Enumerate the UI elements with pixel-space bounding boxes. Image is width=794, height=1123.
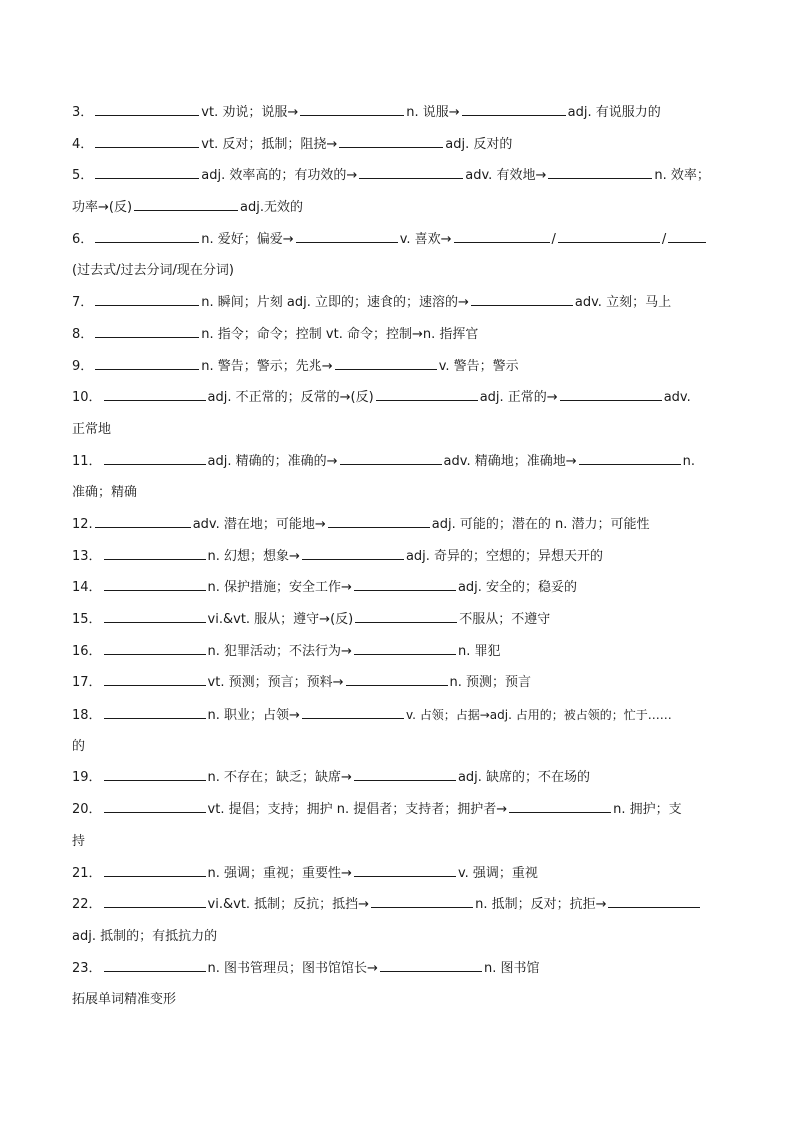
answer-blank[interactable] <box>104 957 206 972</box>
answer-blank[interactable] <box>560 386 662 401</box>
item-text: n. 说服→ <box>406 105 460 120</box>
exercise-line-11-cont <box>72 479 722 511</box>
item-text: 的 <box>72 738 86 754</box>
answer-blank[interactable] <box>339 133 443 148</box>
exercise-line-18 <box>72 701 722 733</box>
answer-blank[interactable] <box>579 450 681 465</box>
answer-blank[interactable] <box>668 228 706 243</box>
section-heading <box>72 986 722 1018</box>
item-number: 15． <box>72 612 102 627</box>
answer-blank[interactable] <box>371 893 473 908</box>
item-text: 正常地 <box>72 421 112 437</box>
answer-blank[interactable] <box>509 798 611 813</box>
item-number: 22． <box>72 897 102 913</box>
item-text: n. 职业；占领→ <box>207 708 300 724</box>
exercise-line-12 <box>72 511 722 543</box>
exercise-line-20-cont <box>72 828 722 860</box>
answer-blank[interactable] <box>608 893 700 908</box>
item-number: 19． <box>72 770 102 786</box>
answer-blank[interactable] <box>104 608 206 623</box>
exercise-line-10-cont <box>72 416 722 448</box>
item-text: adv. 潜在地；可能地→ <box>192 516 326 532</box>
answer-blank[interactable] <box>95 513 191 528</box>
exercise-line-14 <box>72 574 722 606</box>
item-text: / <box>551 231 556 247</box>
answer-blank[interactable] <box>354 640 456 655</box>
item-text: adj. 抵制的；有抵抗力的 <box>72 928 218 944</box>
item-text: v. 警告；警示 <box>438 358 519 374</box>
item-text: n. 罪犯 <box>457 643 501 659</box>
exercise-line-17 <box>72 669 722 701</box>
exercise-line-11 <box>72 448 722 480</box>
answer-blank[interactable] <box>104 862 206 877</box>
item-text: 持 <box>72 833 86 849</box>
item-text: n. 图书管理员；图书馆馆长→ <box>207 960 378 976</box>
item-text: adj. 精确的；准确的→ <box>207 453 338 469</box>
exercise-line-22 <box>72 891 722 923</box>
item-text: vt. 劝说；说服→ <box>201 105 299 120</box>
item-text: n. 预测；预言 <box>449 675 532 691</box>
answer-blank[interactable] <box>95 164 199 179</box>
item-text: (过去式/过去分词/现在分词) <box>72 263 234 279</box>
answer-blank[interactable] <box>300 101 404 116</box>
item-text: adj. 缺席的；不在场的 <box>457 770 591 786</box>
item-number: 7． <box>72 295 94 311</box>
answer-blank[interactable] <box>462 101 566 116</box>
item-text: adj. 可能的；潜在的 n. 潜力；可能性 <box>431 516 650 532</box>
answer-blank[interactable] <box>134 196 238 211</box>
answer-blank[interactable] <box>104 798 206 813</box>
item-number: 23． <box>72 960 102 976</box>
exercise-line-3 <box>72 99 722 131</box>
item-text: n. 爱好；偏爱→ <box>201 231 294 247</box>
item-number: 6． <box>72 231 94 247</box>
item-number: 5． <box>72 168 94 184</box>
item-number: 18． <box>72 708 102 724</box>
answer-blank[interactable] <box>380 957 482 972</box>
item-text: n. 犯罪活动；不法行为→ <box>207 643 352 659</box>
item-text: adv. 有效地→ <box>465 168 547 184</box>
item-text: n. 幻想；想象→ <box>207 548 300 564</box>
item-text: n. <box>682 453 695 469</box>
answer-blank[interactable] <box>95 133 199 148</box>
item-text: vt. 反对；抵制；阻挠→ <box>201 136 338 152</box>
answer-blank[interactable] <box>355 608 457 623</box>
exercise-line-19 <box>72 764 722 796</box>
answer-blank[interactable] <box>104 671 206 686</box>
answer-blank[interactable] <box>454 228 550 243</box>
exercise-line-8 <box>72 321 722 353</box>
answer-blank[interactable] <box>104 576 206 591</box>
item-number: 8． <box>72 326 94 342</box>
item-number: 9． <box>72 358 94 374</box>
item-text: n. 强调；重视；重要性→ <box>207 865 352 881</box>
item-text: / <box>661 231 667 247</box>
answer-blank[interactable] <box>471 291 573 306</box>
item-text: n. 效率； <box>654 168 710 184</box>
item-number: 16． <box>72 643 102 659</box>
answer-blank[interactable] <box>376 386 478 401</box>
answer-blank[interactable] <box>354 576 456 591</box>
item-text: 准确；精确 <box>72 485 138 501</box>
item-text: v. 强调；重视 <box>457 865 538 881</box>
item-text: adj. 反对的 <box>445 136 513 152</box>
exercise-line-22-cont <box>72 923 722 955</box>
exercise-line-9 <box>72 353 722 385</box>
answer-blank[interactable] <box>548 164 652 179</box>
answer-blank[interactable] <box>354 766 456 781</box>
item-text: adj. 奇异的；空想的；异想天开的 <box>405 548 604 564</box>
item-text: adj. 不正常的；反常的→(反) <box>207 390 374 406</box>
item-text: n. 拥护；支 <box>613 802 682 818</box>
exercise-line-5 <box>72 162 722 194</box>
answer-blank[interactable] <box>104 704 206 719</box>
item-text: adj. 效率高的；有功效的→ <box>201 168 358 184</box>
exercise-line-15 <box>72 606 722 638</box>
item-text: 不服从；不遵守 <box>459 612 551 627</box>
answer-blank[interactable] <box>302 545 404 560</box>
exercise-line-13 <box>72 543 722 575</box>
item-text: adv. 精确地；准确地→ <box>443 453 577 469</box>
answer-blank[interactable] <box>340 450 442 465</box>
answer-blank[interactable] <box>335 355 437 370</box>
answer-blank[interactable] <box>346 671 448 686</box>
answer-blank[interactable] <box>359 164 463 179</box>
answer-blank[interactable] <box>558 228 660 243</box>
item-text: adj. 安全的；稳妥的 <box>457 580 578 596</box>
answer-blank[interactable] <box>104 450 206 465</box>
exercise-line-10 <box>72 384 722 416</box>
answer-blank[interactable] <box>104 386 206 401</box>
exercise-line-4 <box>72 131 722 163</box>
exercise-line-21 <box>72 860 722 892</box>
answer-blank[interactable] <box>95 291 199 306</box>
answer-blank[interactable] <box>328 513 430 528</box>
exercise-line-6-cont <box>72 257 722 289</box>
item-text: n. 图书馆 <box>483 960 540 976</box>
answer-blank[interactable] <box>296 228 398 243</box>
item-text: vi.&vt. 抵制；反抗；抵挡→ <box>207 897 370 913</box>
item-text: adv. <box>663 390 691 406</box>
answer-blank[interactable] <box>104 640 206 655</box>
answer-blank[interactable] <box>95 323 199 338</box>
item-text: vi.&vt. 服从；遵守→(反) <box>207 612 354 627</box>
item-number: 4． <box>72 136 94 152</box>
item-text: vt. 预测；预言；预料→ <box>207 675 344 691</box>
answer-blank[interactable] <box>302 704 404 719</box>
item-text: n. 不存在；缺乏；缺席→ <box>207 770 352 786</box>
answer-blank[interactable] <box>95 101 199 116</box>
item-text: n. 保护措施；安全工作→ <box>207 580 352 596</box>
item-text: adj. 有说服力的 <box>567 105 661 120</box>
answer-blank[interactable] <box>104 545 206 560</box>
item-number: 12. <box>72 516 93 532</box>
item-number: 3． <box>72 105 94 120</box>
item-text: adj.无效的 <box>240 200 304 216</box>
item-text: v. 喜欢→ <box>399 231 452 247</box>
answer-blank[interactable] <box>104 766 206 781</box>
answer-blank[interactable] <box>95 228 199 243</box>
item-text: adj. 正常的→ <box>479 390 558 406</box>
item-text: 功率→(反) <box>72 200 133 216</box>
item-text: n. 抵制；反对；抗拒→ <box>475 897 607 913</box>
item-number: 10． <box>72 390 102 406</box>
exercise-line-16 <box>72 638 722 670</box>
exercise-line-6 <box>72 226 722 258</box>
answer-blank[interactable] <box>95 355 199 370</box>
item-text: n. 警告；警示；先兆→ <box>201 358 333 374</box>
answer-blank[interactable] <box>354 862 456 877</box>
exercise-line-23 <box>72 955 722 987</box>
item-number: 20． <box>72 802 102 818</box>
item-text: vt. 提倡；支持；拥护 n. 提倡者；支持者；拥护者→ <box>207 802 508 818</box>
item-number: 13． <box>72 548 102 564</box>
item-text: n. 指令；命令；控制 vt. 命令；控制→n. 指挥官 <box>201 326 479 342</box>
item-text: v. 占领；占据→adj. 占用的；被占领的；忙于…… <box>405 708 672 723</box>
item-text: adv. 立刻；马上 <box>574 295 672 311</box>
exercise-line-5-cont <box>72 194 722 226</box>
vocabulary-exercise-list <box>72 99 722 1018</box>
item-text: n. 瞬间；片刻 adj. 立即的；速食的；速溶的→ <box>201 295 469 311</box>
exercise-line-20 <box>72 796 722 828</box>
exercise-line-7 <box>72 289 722 321</box>
item-number: 21． <box>72 865 102 881</box>
item-number: 17． <box>72 675 102 691</box>
item-number: 11． <box>72 453 102 469</box>
answer-blank[interactable] <box>104 893 206 908</box>
section-title: 拓展单词精准变形 <box>72 992 177 1008</box>
exercise-line-18-cont <box>72 733 722 765</box>
item-number: 14． <box>72 580 102 596</box>
